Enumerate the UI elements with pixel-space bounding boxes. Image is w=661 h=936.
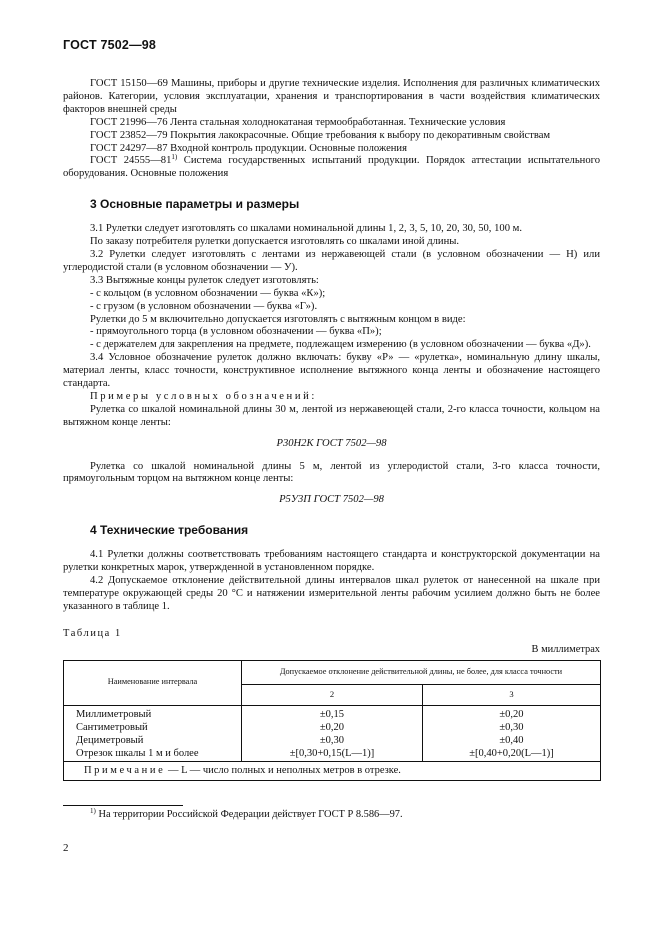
note-text: — L — число полных и неполных метров в отрезке. — [165, 765, 401, 777]
tolerance-class-3: ±0,30 — [423, 721, 601, 734]
list-item: - с держателем для закрепления на предмете, подлежащем измерению (в условном обозначении — буква «Д»). — [90, 339, 591, 351]
interval-name: Миллиметровый — [64, 705, 242, 721]
tolerance-table — [63, 660, 601, 781]
interval-name: Дециметровый — [64, 734, 242, 747]
table-unit: В миллиметрах — [531, 643, 600, 655]
tolerance-class-2: ±0,15 — [242, 705, 423, 721]
example-designation: Р5У3П ГОСТ 7502—98 — [279, 494, 384, 506]
list-item: - с кольцом (в условном обозначении — буква «К»); — [90, 287, 326, 299]
table-header-class-2: 2 — [242, 685, 423, 705]
table-header-interval: Наименование интервала — [64, 660, 242, 705]
clause-text: Рулетки до 5 м включительно допускается изготовлять с вытяжным концом в виде: — [90, 313, 466, 325]
reference-item: ГОСТ 21996—76 Лента стальная холоднокатаная термообработанная. Технические условия — [90, 116, 506, 128]
footnote — [90, 809, 403, 820]
interval-name: Отрезок шкалы 1 м и более — [64, 747, 242, 762]
example-text: Рулетка со шкалой номинальной длины 5 м, лентой из углеродистой стали, 3-го класса точности, прямоугольным торцом на вытяжном конце ленты: — [63, 460, 600, 485]
clause-4-2: 4.2 Допускаемое отклонение действительной длины интервалов шкал рулеток от нанесенной на шкале при температуре окружающей среды 20 °С и натяжении измерительной ленты рабочим усилием должно быть не более указанного в таблице 1. — [63, 575, 600, 612]
example-designation: Р30Н2К ГОСТ 7502—98 — [276, 437, 387, 449]
table-row — [64, 705, 601, 721]
note-label: Примечание — [84, 765, 166, 777]
interval-name: Сантиметровый — [64, 721, 242, 734]
table-note — [64, 761, 601, 780]
list-item: - прямоугольного торца (в условном обозначении — буква «П»); — [90, 326, 382, 338]
running-header: ГОСТ 7502—98 — [63, 38, 157, 52]
examples-label: Примеры условных обозначений: — [90, 390, 317, 402]
tolerance-class-3: ±0,40 — [423, 734, 601, 747]
reference-code: ГОСТ 24555—81 — [90, 155, 172, 167]
clause-text: По заказу потребителя рулетки допускается изготовлять со шкалами иной длины. — [90, 236, 460, 248]
footnote-text: На территории Российской Федерации действует ГОСТ Р 8.586—97. — [95, 809, 403, 820]
page-number: 2 — [63, 842, 69, 854]
reference-item: ГОСТ 24297—87 Входной контроль продукции. Основные положения — [90, 142, 407, 154]
list-item: - с грузом (в условном обозначении — буква «Г»). — [90, 300, 318, 312]
clause-3-3: 3.3 Вытяжные концы рулеток следует изготовлять: — [90, 274, 319, 286]
tolerance-class-3: ±[0,40+0,20(L—1)] — [423, 747, 601, 762]
table-header-class-3: 3 — [423, 685, 601, 705]
example-text: Рулетка со шкалой номинальной длины 30 м, лентой из нержавеющей стали, 2-го класса точности, кольцом на вытяжном конце ленты: — [63, 403, 600, 428]
footnote-divider — [63, 805, 183, 806]
page-body — [63, 78, 600, 781]
clause-3-4: 3.4 Условное обозначение рулеток должно включать: букву «Р» — «рулетка», номинальную длину шкалы, материал ленты, класс точности, конструктивное исполнение вытяжного конца ленты и обозначение настоящего стандарта. — [63, 352, 600, 390]
table-row — [64, 734, 601, 747]
table-caption: Таблица 1 — [63, 627, 122, 639]
table-header-tolerance: Допускаемое отклонение действительной длины, не более, для класса точности — [242, 660, 601, 685]
reference-text: Система государственных испытаний продукции. Порядок аттестации испытательного оборудования. Основные положения — [63, 155, 600, 180]
table-row — [64, 747, 601, 762]
footnote-marker: 1) — [171, 153, 178, 162]
tolerance-class-2: ±0,30 — [242, 734, 423, 747]
table-row — [64, 721, 601, 734]
reference-item — [63, 155, 600, 181]
clause-4-1: 4.1 Рулетки должны соответствовать требованиям настоящего стандарта и конструкторской документации на рулетки конкретных марок, утвержденной в установленном порядке. — [63, 549, 600, 574]
footnote-marker: 1) — [90, 807, 96, 815]
section-heading: 3 Основные параметры и размеры — [90, 197, 300, 212]
reference-item: ГОСТ 15150—69 Машины, приборы и другие технические изделия. Исполнения для различных климатических районов. Категории, условия эксплуатации, хранения и транспортирования в части воздействия климатических факторов внешней среды — [63, 78, 600, 115]
tolerance-class-2: ±0,20 — [242, 721, 423, 734]
clause-3-2: 3.2 Рулетки следует изготовлять с лентами из нержавеющей стали (в условном обозначении — Н) или углеродистой стали (в условном обозначении — У). — [63, 248, 600, 273]
reference-item: ГОСТ 23852—79 Покрытия лакокрасочные. Общие требования к выбору по декоративным свойствам — [90, 129, 551, 141]
table-note-row — [64, 761, 601, 780]
tolerance-class-3: ±0,20 — [423, 705, 601, 721]
section-heading: 4 Технические требования — [90, 523, 249, 538]
tolerance-class-2: ±[0,30+0,15(L—1)] — [242, 747, 423, 762]
clause-3-1: 3.1 Рулетки следует изготовлять со шкалами номинальной длины 1, 2, 3, 5, 10, 20, 30, 50, 100 м. — [90, 223, 522, 235]
